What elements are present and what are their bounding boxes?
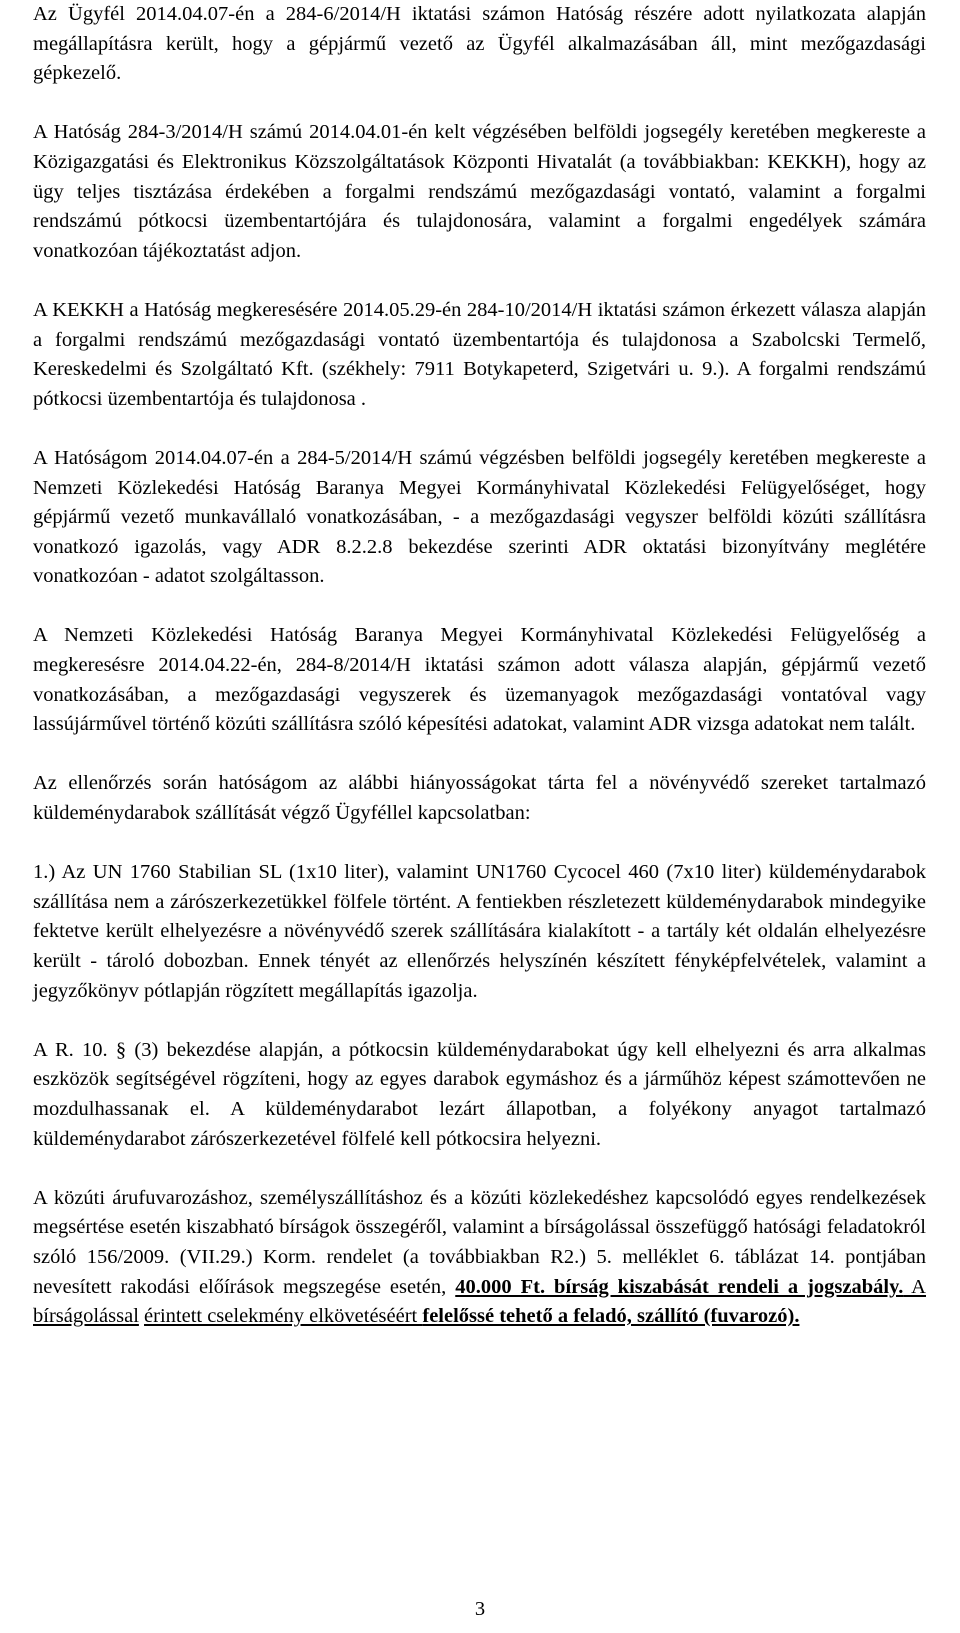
fine-text-mid-1: A bírságolással [33, 1275, 926, 1328]
paragraph-gap [33, 740, 926, 770]
paragraph-transport-authority-request: A Hatóságom 2014.04.07-én a 284-5/2014/H számú végzésben belföldi jogsegély keretében megkereste a Nemzeti Közlekedési Hatóság Baranya Megyei Kormányhivatal Közlekedési Felügyelőséget, hogy gépjármű vezető munkavállaló vonatkozásában, - a mezőgazdasági vegyszer belföldi közúti szállításra vonatkozó igazolás, vagy ADR 8.2.2.8 bekezdése szerinti ADR oktatási bizonyítvány meglétére vonatkozóan - adatot szolgáltasson. [33, 446, 926, 588]
paragraph-gap [33, 592, 926, 622]
paragraph-gap [33, 1006, 926, 1036]
paragraph-fine [33, 1184, 926, 1332]
paragraph-gap [33, 829, 926, 859]
paragraph-gap [33, 89, 926, 119]
paragraph-kekkh-request: A Hatóság 284-3/2014/H számú 2014.04.01-én kelt végzésében belföldi jogsegély keretében megkereste a Közigazgatási és Elektronikus Közszolgáltatások Központi Hivatalát (a továbbiakban: KEKKH), hogy az ügy teljes tisztázása érdekében a forgalmi rendszámú mezőgazdasági vontató, valamint a forgalmi rendszámú pótkocsi üzembentartójára és tulajdonosára, valamint a forgalmi engedélyek számára vonatkozóan tájékoztatást adjon. [33, 121, 926, 262]
paragraph-kekkh-response: A KEKKH a Hatóság megkeresésére 2014.05.29-én 284-10/2014/H iktatási számon érkezett válasza alapján a forgalmi rendszámú mezőgazdasági vontató üzembentartója és tulajdonosa a Szabolcski Termelő, Kereskedelmi és Szolgáltató Kft. (székhely: 7911 Botykapeterd, Szigetvári u. 9.). A forgalmi rendszámú pótkocsi üzembentartója és tulajdonosa . [33, 298, 926, 410]
paragraph-deficiency-1: 1.) Az UN 1760 Stabilian SL (1x10 liter), valamint UN1760 Cycocel 460 (7x10 liter) küldeménydarabok szállítása nem a zárószerkezetükkel fölfele történt. A fentiekben részletezett küldeménydarabok mindegyike fektetve került elhelyezésre a növényvédő szerek szállítására kialakított - a tartály két oldalán elhelyezésre került - tároló dobozban. Ennek tényét az ellenőrzés helyszínén készített fényképfelvételek, valamint a jegyzőkönyv pótlapján rögzített megállapítás igazolja. [33, 861, 926, 1002]
paragraph-gap [33, 414, 926, 444]
document-page [33, 0, 926, 1332]
paragraph-gap [33, 266, 926, 296]
fine-text-mid-2: érintett cselekmény elkövetéséért [144, 1305, 423, 1328]
page-number: 3 [474, 1598, 486, 1620]
paragraph-transport-authority-response: A Nemzeti Közlekedési Hatóság Baranya Megyei Kormányhivatal Közlekedési Felügyelőség a megkeresésre 2014.04.22-én, 284-8/2014/H iktatási számon adott válasza alapján, gépjármű vezető vonatkozásában, a mezőgazdasági vegyszerek és üzemanyagok mezőgazdasági vontatóval vagy lassújárművel történő közúti szállításra szóló képesítési adatokat, valamint ADR vizsga adatokat nem talált. [33, 624, 926, 736]
fine-text-start: A közúti árufuvarozáshoz, személyszállításhoz és a közúti közlekedéshez kapcsolódó egyes rendelkezések megsértése esetén kiszabható bírságok összegéről, valamint a bírságolással összefüggő hatósági feladatokról szóló 156/2009. (VII.29.) Korm. rendelet (a továbbiakban R2.) 5. melléklet 6. táblázat 14. pontjában nevesített rakodási előírások megszegése esetén, [33, 1186, 926, 1298]
paragraph-employee-statement: Az Ügyfél 2014.04.07-én a 284-6/2014/H iktatási számon Hatóság részére adott nyilatkozata alapján megállapításra került, hogy a gépjármű vezető az Ügyfél alkalmazásában áll, mint mezőgazdasági gépkezelő. [33, 3, 926, 85]
paragraph-legal-basis: A R. 10. § (3) bekezdése alapján, a pótkocsin küldeménydarabokat úgy kell elhelyezni és arra alkalmas eszközök segítségével rögzíteni, hogy az egyes darabok egymáshoz és a járműhöz képest számottevően ne mozdulhassanak el. A küldeménydarabot lezárt állapotban, a folyékony anyagot tartalmazó küldeménydarabot zárószerkezetével fölfelé kell pótkocsira helyezni. [33, 1038, 926, 1150]
paragraph-deficiencies-intro: Az ellenőrzés során hatóságom az alábbi hiányosságokat tárta fel a növényvédő szereket tartalmazó küldeménydarabok szállítását végző Ügyféllel kapcsolatban: [33, 772, 926, 825]
fine-amount: 40.000 Ft. bírság kiszabását rendeli a jogszabály. [455, 1275, 904, 1298]
paragraph-gap [33, 1154, 926, 1184]
liable-parties: felelőssé tehető a feladó, szállító (fuvarozó). [422, 1305, 800, 1328]
